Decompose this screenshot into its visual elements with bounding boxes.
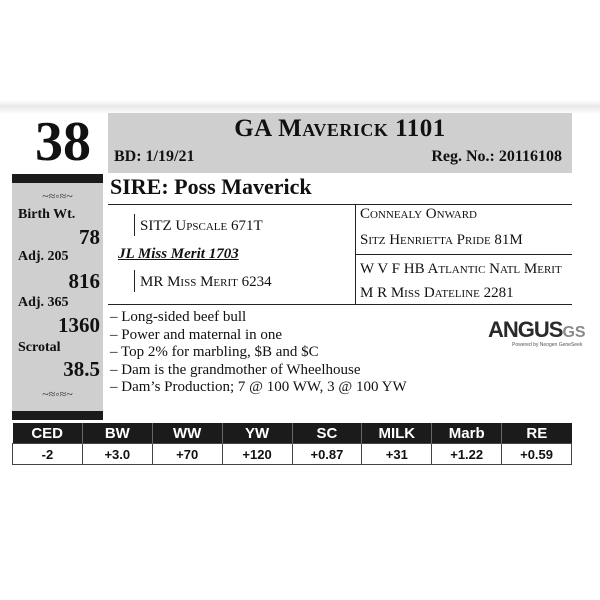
- sire-rule: [108, 204, 572, 205]
- sire-sire: Connealy Onward: [360, 206, 477, 222]
- epd-header-row: [13, 423, 572, 444]
- dam-sire: SITZ Upscale 671T: [140, 218, 263, 234]
- epd-value-yw: +120: [222, 444, 292, 465]
- note-item: – Dam is the grandmother of Wheelhouse: [110, 361, 361, 378]
- ornament-top: ~≈◦≈~: [42, 189, 73, 203]
- sire-line: SIRE: Poss Maverick: [110, 174, 312, 199]
- stat-label-adj-205: Adj. 205: [18, 249, 69, 264]
- stat-value-adj-205: 816: [68, 269, 100, 293]
- ornament-bottom: ~≈◦≈~: [42, 387, 73, 401]
- epd-value-re: +0.59: [502, 444, 572, 465]
- epd-header-milk: MILK: [362, 423, 432, 444]
- epd-value-ced: -2: [13, 444, 83, 465]
- registration-number: Reg. No.: 20116108: [431, 148, 562, 165]
- epd-header-marb: Marb: [432, 423, 502, 444]
- notes-list: [110, 309, 407, 397]
- epd-value-ww: +70: [152, 444, 222, 465]
- epd-value-row: [13, 444, 572, 465]
- sire-dam: Sitz Henrietta Pride 81M: [360, 232, 523, 248]
- logo-suffix: GS: [562, 324, 586, 341]
- dam-dam: MR Miss Merit 6234: [140, 274, 272, 290]
- epd-header-ww: WW: [152, 423, 222, 444]
- note-item: – Top 2% for marbling, $B and $C: [110, 344, 319, 360]
- dam-dam-sire: W V F HB Atlantic Natl Merit: [360, 261, 562, 277]
- angus-gs-logo: [488, 317, 586, 348]
- header-band: [108, 113, 572, 173]
- birth-date: BD: 1/19/21: [114, 148, 195, 165]
- stat-value-birth-weight: 78: [79, 225, 100, 249]
- note-item: – Long-sided beef bull: [110, 309, 247, 325]
- epd-header-yw: YW: [222, 423, 292, 444]
- epd-table: [12, 423, 572, 465]
- note-item: – Dam’s Production; 7 @ 100 WW, 3 @ 100 YW: [110, 379, 407, 395]
- stat-label-adj-365: Adj. 365: [18, 295, 69, 310]
- note-item: – Power and maternal in one: [110, 326, 283, 343]
- epd-header-sc: SC: [292, 423, 362, 444]
- pedigree-bracket-bottom: [134, 270, 135, 292]
- epd-value-marb: +1.22: [432, 444, 502, 465]
- stat-value-adj-365: 1360: [58, 313, 100, 337]
- epd-value-bw: +3.0: [82, 444, 152, 465]
- epd-value-sc: +0.87: [292, 444, 362, 465]
- performance-column: [12, 174, 103, 420]
- pedigree-mid-rule: [355, 254, 572, 255]
- epd-header-bw: BW: [82, 423, 152, 444]
- pedigree-bottom-rule: [108, 304, 572, 305]
- stat-label-birth-weight: Birth Wt.: [18, 207, 76, 222]
- epd-header-re: RE: [502, 423, 572, 444]
- stat-value-scrotal: 38.5: [63, 357, 100, 381]
- dam: JL Miss Merit 1703: [118, 246, 239, 262]
- dam-dam-dam: M R Miss Dateline 2281: [360, 285, 514, 301]
- lot-number: 38: [35, 111, 91, 173]
- logo-main-text: ANGUS: [488, 317, 563, 342]
- logo-tagline: Powered by Neogen GeneSeek: [512, 342, 583, 348]
- epd-value-milk: +31: [362, 444, 432, 465]
- epd-header-ced: CED: [13, 423, 83, 444]
- animal-name: GA Maverick 1101: [234, 115, 446, 142]
- pedigree-bracket-top: [134, 214, 135, 236]
- stat-label-scrotal: Scrotal: [18, 340, 61, 355]
